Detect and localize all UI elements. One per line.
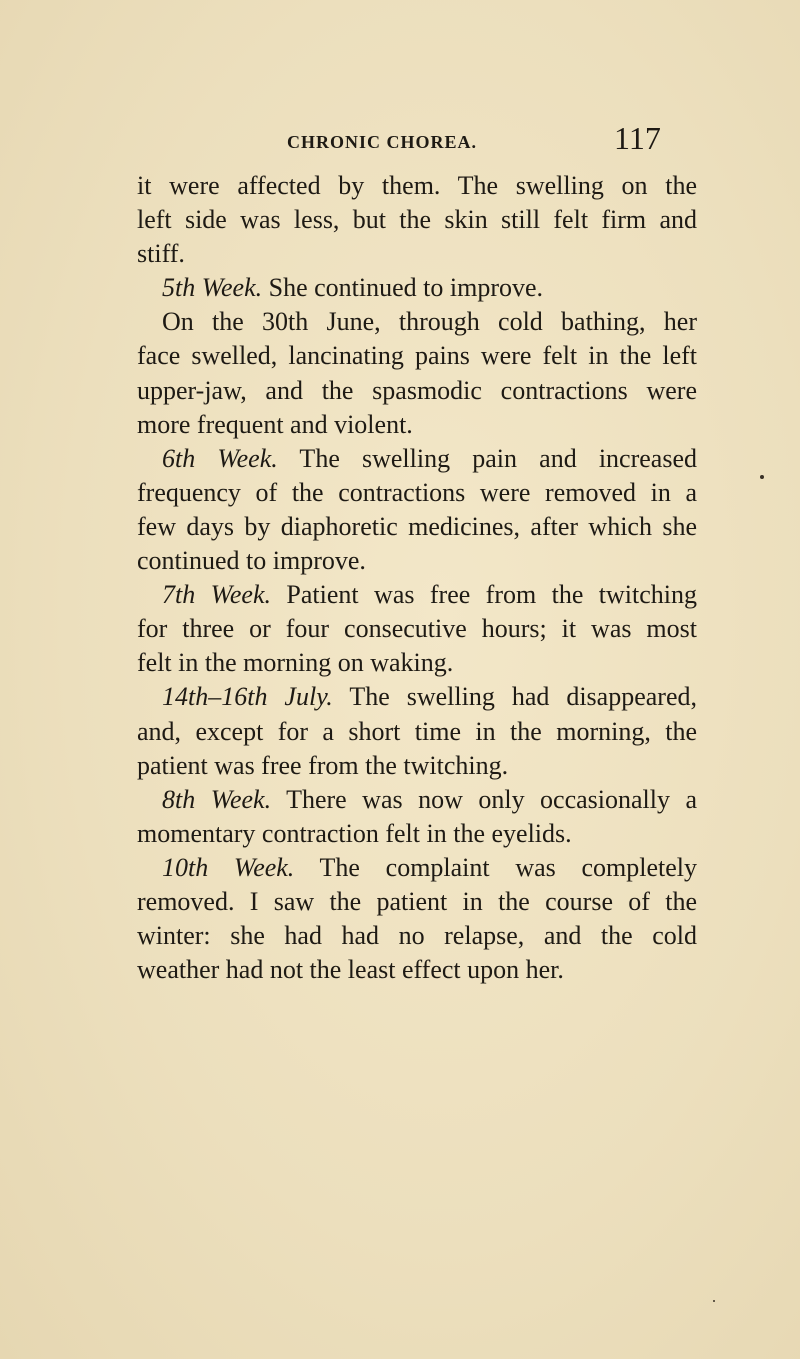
text-line: upper-jaw, and the spasmodic contractions were bbox=[137, 375, 697, 405]
ink-speck bbox=[713, 1300, 715, 1302]
text-line: stiff. bbox=[137, 239, 185, 269]
running-head bbox=[0, 118, 800, 158]
entry-10th-week: 10th Week. The complaint was completely bbox=[162, 852, 697, 882]
entry-heading: 14th–16th July. bbox=[162, 682, 333, 712]
text-line: continued to improve. bbox=[137, 546, 366, 576]
text-line: removed. I saw the patient in the course of the bbox=[137, 886, 697, 916]
entry-14th-16th-july: 14th–16th July. The swelling had disappeared, bbox=[162, 682, 697, 712]
entry-heading: 8th Week. bbox=[162, 784, 272, 814]
text-line: it were affected by them. The swelling on the bbox=[137, 171, 697, 200]
entry-7th-week: 7th Week. Patient was free from the twitching bbox=[162, 580, 697, 610]
text-line: face swelled, lancinating pains were felt in the left bbox=[137, 341, 697, 371]
text-line: On the 30th June, through cold bathing, her bbox=[162, 307, 697, 337]
text-line: few days by diaphoretic medicines, after which she bbox=[137, 511, 697, 541]
entry-heading: 10th Week. bbox=[162, 852, 295, 882]
entry-8th-week: 8th Week. There was now only occasionally a bbox=[162, 784, 697, 814]
body-text bbox=[137, 169, 697, 987]
text-line: more frequent and violent. bbox=[137, 409, 413, 439]
page-number: 117 bbox=[614, 120, 661, 156]
text-line: for three or four consecutive hours; it was most bbox=[137, 614, 697, 644]
entry-5th-week: 5th Week. She continued to improve. bbox=[162, 273, 544, 303]
ink-speck bbox=[760, 475, 764, 479]
text-line: left side was less, but the skin still felt firm and bbox=[137, 205, 697, 235]
text-line: patient was free from the twitching. bbox=[137, 750, 509, 780]
entry-heading: 6th Week. bbox=[162, 443, 278, 473]
text-line: momentary contraction felt in the eyelids. bbox=[137, 818, 572, 848]
text-line: frequency of the contractions were removed in a bbox=[137, 477, 697, 507]
text-line: weather had not the least effect upon her. bbox=[137, 955, 564, 985]
running-title: CHRONIC CHOREA. bbox=[287, 132, 478, 152]
entry-heading: 7th Week. bbox=[162, 580, 272, 610]
text-line: winter: she had had no relapse, and the cold bbox=[137, 921, 697, 951]
entry-heading: 5th Week. bbox=[162, 273, 263, 303]
text-line: and, except for a short time in the morning, the bbox=[137, 716, 697, 746]
text-line: felt in the morning on waking. bbox=[137, 648, 454, 678]
entry-6th-week: 6th Week. The swelling pain and increased bbox=[162, 443, 697, 473]
